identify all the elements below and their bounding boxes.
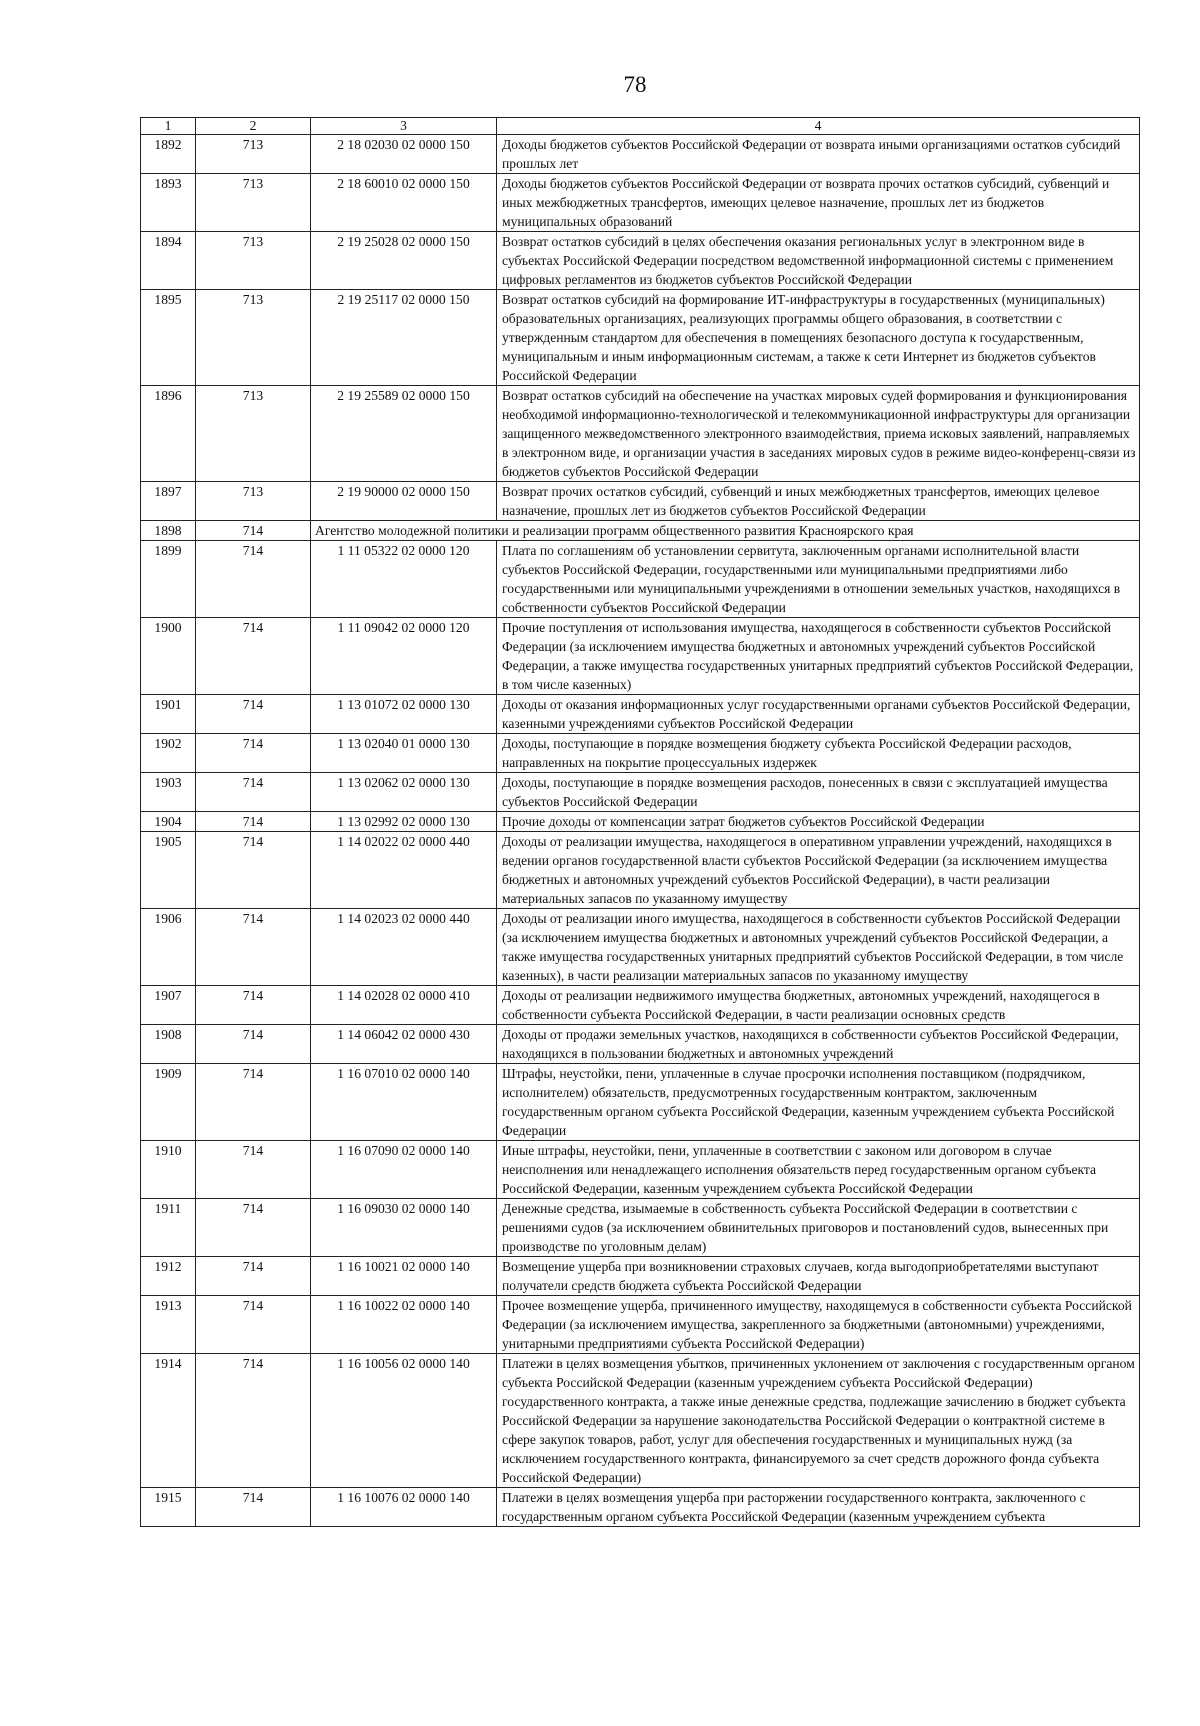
row-number: 1912 <box>141 1257 196 1296</box>
budget-classification-code: 1 16 09030 02 0000 140 <box>311 1199 497 1257</box>
budget-classification-code: 2 19 25589 02 0000 150 <box>311 386 497 482</box>
budget-classification-code: 1 14 02022 02 0000 440 <box>311 832 497 909</box>
revenue-description: Плата по соглашениям об установлении сервитута, заключенным органами исполнительной власти субъектов Российской Федерации, государственными или муниципальными предприятиями либо государственными или муниципальными учреждениями в отношении земельных участков, находящихся в собственности субъектов Российской Федерации <box>497 541 1140 618</box>
table-row <box>141 174 1140 232</box>
table-row <box>141 290 1140 386</box>
row-number: 1894 <box>141 232 196 290</box>
budget-classification-code: 1 11 05322 02 0000 120 <box>311 541 497 618</box>
row-number: 1915 <box>141 1488 196 1527</box>
revenue-description: Доходы, поступающие в порядке возмещения бюджету субъекта Российской Федерации расходов, направленных на покрытие процессуальных издержек <box>497 734 1140 773</box>
column-header: 2 <box>196 118 311 135</box>
table-row <box>141 135 1140 174</box>
admin-code: 714 <box>196 734 311 773</box>
admin-code: 714 <box>196 832 311 909</box>
row-number: 1896 <box>141 386 196 482</box>
administrator-name: Агентство молодежной политики и реализации программ общественного развития Красноярского края <box>311 521 1140 541</box>
admin-code: 714 <box>196 1296 311 1354</box>
revenue-description: Доходы от реализации недвижимого имущества бюджетных, автономных учреждений, находящегося в собственности субъекта Российской Федерации, в части реализации основных средств <box>497 986 1140 1025</box>
revenue-description: Доходы от реализации имущества, находящегося в оперативном управлении учреждений, находящихся в ведении органов государственной власти субъектов Российской Федерации (за исключением имущества бюджетных и автономных учреждений субъектов Российской Федерации), в части реализации материальных запасов по указанному имуществу <box>497 832 1140 909</box>
budget-classification-code: 1 16 10056 02 0000 140 <box>311 1354 497 1488</box>
row-number: 1913 <box>141 1296 196 1354</box>
budget-classification-code: 1 14 02028 02 0000 410 <box>311 986 497 1025</box>
admin-code: 713 <box>196 135 311 174</box>
row-number: 1893 <box>141 174 196 232</box>
admin-code: 714 <box>196 812 311 832</box>
column-header: 1 <box>141 118 196 135</box>
table-row <box>141 1141 1140 1199</box>
table-row <box>141 909 1140 986</box>
row-number: 1900 <box>141 618 196 695</box>
revenue-description: Платежи в целях возмещения ущерба при расторжении государственного контракта, заключенного с государственным органом субъекта Российской Федерации (казенным учреждением субъекта <box>497 1488 1140 1527</box>
table-row <box>141 386 1140 482</box>
revenue-description: Возврат остатков субсидий на обеспечение на участках мировых судей формирования и функционирования необходимой информационно-технологической и телекоммуникационной инфраструктуры для организации защищенного межведомственного электронного взаимодействия, приема исковых заявлений, направляемых в электронном виде, и организации участия в заседаниях мировых судов в режиме видео-конференц-связи из бюджетов субъектов Российской Федерации <box>497 386 1140 482</box>
row-number: 1906 <box>141 909 196 986</box>
admin-code: 714 <box>196 1257 311 1296</box>
admin-code: 714 <box>196 773 311 812</box>
row-number: 1910 <box>141 1141 196 1199</box>
table-row <box>141 734 1140 773</box>
admin-code: 714 <box>196 909 311 986</box>
table-row <box>141 986 1140 1025</box>
revenue-description: Штрафы, неустойки, пени, уплаченные в случае просрочки исполнения поставщиком (подрядчиком, исполнителем) обязательств, предусмотренных государственным контрактом, заключенным государственным органом субъекта Российской Федерации, казенным учреждением субъекта Российской Федерации <box>497 1064 1140 1141</box>
table-row <box>141 232 1140 290</box>
revenue-description: Возврат прочих остатков субсидий, субвенций и иных межбюджетных трансфертов, имеющих целевое назначение, прошлых лет из бюджетов субъектов Российской Федерации <box>497 482 1140 521</box>
revenue-description: Доходы бюджетов субъектов Российской Федерации от возврата прочих остатков субсидий, субвенций и иных межбюджетных трансфертов, имеющих целевое назначение, прошлых лет из бюджетов муниципальных образований <box>497 174 1140 232</box>
row-number: 1897 <box>141 482 196 521</box>
column-header: 3 <box>311 118 497 135</box>
budget-classification-code: 1 14 02023 02 0000 440 <box>311 909 497 986</box>
row-number: 1914 <box>141 1354 196 1488</box>
admin-code: 714 <box>196 1488 311 1527</box>
table-row <box>141 1199 1140 1257</box>
budget-classification-code: 1 13 02040 01 0000 130 <box>311 734 497 773</box>
budget-classification-code: 1 13 02062 02 0000 130 <box>311 773 497 812</box>
budget-classification-code: 1 16 10021 02 0000 140 <box>311 1257 497 1296</box>
table-row <box>141 1296 1140 1354</box>
row-number: 1899 <box>141 541 196 618</box>
revenue-codes-table <box>140 117 1140 1527</box>
budget-classification-code: 1 13 02992 02 0000 130 <box>311 812 497 832</box>
row-number: 1908 <box>141 1025 196 1064</box>
row-number: 1904 <box>141 812 196 832</box>
table-row <box>141 1064 1140 1141</box>
table-row <box>141 1257 1140 1296</box>
budget-classification-code: 1 14 06042 02 0000 430 <box>311 1025 497 1064</box>
budget-classification-code: 1 16 07010 02 0000 140 <box>311 1064 497 1141</box>
admin-code: 714 <box>196 1199 311 1257</box>
table-row <box>141 773 1140 812</box>
budget-classification-code: 2 19 90000 02 0000 150 <box>311 482 497 521</box>
table-row <box>141 541 1140 618</box>
revenue-description: Возмещение ущерба при возникновении страховых случаев, когда выгодоприобретателями выступают получатели средств бюджета субъекта Российской Федерации <box>497 1257 1140 1296</box>
revenue-description: Доходы бюджетов субъектов Российской Федерации от возврата иными организациями остатков субсидий прошлых лет <box>497 135 1140 174</box>
revenue-description: Прочие доходы от компенсации затрат бюджетов субъектов Российской Федерации <box>497 812 1140 832</box>
revenue-description: Платежи в целях возмещения убытков, причиненных уклонением от заключения с государственным органом субъекта Российской Федерации (казенным учреждением субъекта Российской Федерации) государственного контракта, а также иные денежные средства, подлежащие зачислению в бюджет субъекта Российской Федерации за нарушение законодательства Российской Федерации о контрактной системе в сфере закупок товаров, работ, услуг для обеспечения государственных и муниципальных нужд (за исключением государственного контракта, финансируемого за счет средств дорожного фонда субъекта Российской Федерации) <box>497 1354 1140 1488</box>
revenue-description: Доходы от реализации иного имущества, находящегося в собственности субъектов Российской Федерации (за исключением имущества бюджетных и автономных учреждений субъектов Российской Федерации, а также имущества государственных унитарных предприятий субъектов Российской Федерации, в том числе казенных), в части реализации материальных запасов по указанному имуществу <box>497 909 1140 986</box>
budget-classification-code: 2 18 60010 02 0000 150 <box>311 174 497 232</box>
admin-code: 713 <box>196 386 311 482</box>
admin-code: 714 <box>196 521 311 541</box>
table-row <box>141 695 1140 734</box>
budget-classification-code: 1 16 10076 02 0000 140 <box>311 1488 497 1527</box>
page-number: 78 <box>623 72 647 97</box>
row-number: 1895 <box>141 290 196 386</box>
admin-code: 714 <box>196 986 311 1025</box>
row-number: 1901 <box>141 695 196 734</box>
admin-code: 714 <box>196 618 311 695</box>
budget-classification-code: 1 16 07090 02 0000 140 <box>311 1141 497 1199</box>
admin-code: 714 <box>196 541 311 618</box>
admin-code: 713 <box>196 290 311 386</box>
table-header-row <box>141 118 1140 135</box>
section-row <box>141 521 1140 541</box>
table-row <box>141 1025 1140 1064</box>
table-row <box>141 618 1140 695</box>
admin-code: 713 <box>196 232 311 290</box>
revenue-description: Доходы от оказания информационных услуг государственными органами субъектов Российской Федерации, казенными учреждениями субъектов Российской Федерации <box>497 695 1140 734</box>
admin-code: 714 <box>196 1025 311 1064</box>
revenue-description: Прочее возмещение ущерба, причиненного имуществу, находящемуся в собственности субъекта Российской Федерации (за исключением имущества, закрепленного за бюджетными (автономными) учреждениями, унитарными предприятиями субъекта Российской Федерации) <box>497 1296 1140 1354</box>
revenue-description: Прочие поступления от использования имущества, находящегося в собственности субъектов Российской Федерации (за исключением имущества бюджетных и автономных учреждений субъектов Российской Федерации, а также имущества государственных унитарных предприятий субъектов Российской Федерации, в том числе казенных) <box>497 618 1140 695</box>
revenue-description: Доходы, поступающие в порядке возмещения расходов, понесенных в связи с эксплуатацией имущества субъектов Российской Федерации <box>497 773 1140 812</box>
row-number: 1911 <box>141 1199 196 1257</box>
row-number: 1898 <box>141 521 196 541</box>
column-header: 4 <box>497 118 1140 135</box>
admin-code: 714 <box>196 1064 311 1141</box>
revenue-description: Возврат остатков субсидий на формирование ИТ-инфраструктуры в государственных (муниципальных) образовательных организациях, реализующих программы общего образования, в соответствии с утвержденным стандартом для обеспечения в помещениях безопасного доступа к государственным, муниципальным и иным информационным системам, а также к сети Интернет из бюджетов субъектов Российской Федерации <box>497 290 1140 386</box>
admin-code: 713 <box>196 174 311 232</box>
admin-code: 713 <box>196 482 311 521</box>
admin-code: 714 <box>196 695 311 734</box>
budget-classification-code: 2 18 02030 02 0000 150 <box>311 135 497 174</box>
row-number: 1902 <box>141 734 196 773</box>
table-row <box>141 1488 1140 1527</box>
budget-classification-code: 1 16 10022 02 0000 140 <box>311 1296 497 1354</box>
budget-classification-code: 1 11 09042 02 0000 120 <box>311 618 497 695</box>
row-number: 1909 <box>141 1064 196 1141</box>
revenue-description: Денежные средства, изымаемые в собственность субъекта Российской Федерации в соответствии с решениями судов (за исключением обвинительных приговоров и постановлений судов, вынесенных при производстве по уголовным делам) <box>497 1199 1140 1257</box>
admin-code: 714 <box>196 1141 311 1199</box>
budget-classification-code: 1 13 01072 02 0000 130 <box>311 695 497 734</box>
budget-classification-code: 2 19 25117 02 0000 150 <box>311 290 497 386</box>
revenue-description: Иные штрафы, неустойки, пени, уплаченные в соответствии с законом или договором в случае неисполнения или ненадлежащего исполнения обязательств перед государственным органом субъекта Российской Федерации, казенным учреждением субъекта Российской Федерации <box>497 1141 1140 1199</box>
row-number: 1903 <box>141 773 196 812</box>
table-row <box>141 832 1140 909</box>
revenue-description: Возврат остатков субсидий в целях обеспечения оказания региональных услуг в электронном виде в субъектах Российской Федерации посредством ведомственной информационной системы с применением цифровых регламентов из бюджетов субъектов Российской Федерации <box>497 232 1140 290</box>
row-number: 1907 <box>141 986 196 1025</box>
admin-code: 714 <box>196 1354 311 1488</box>
table-row <box>141 1354 1140 1488</box>
row-number: 1905 <box>141 832 196 909</box>
table-row <box>141 482 1140 521</box>
revenue-description: Доходы от продажи земельных участков, находящихся в собственности субъектов Российской Федерации, находящихся в пользовании бюджетных и автономных учреждений <box>497 1025 1140 1064</box>
budget-classification-code: 2 19 25028 02 0000 150 <box>311 232 497 290</box>
row-number: 1892 <box>141 135 196 174</box>
table-row <box>141 812 1140 832</box>
